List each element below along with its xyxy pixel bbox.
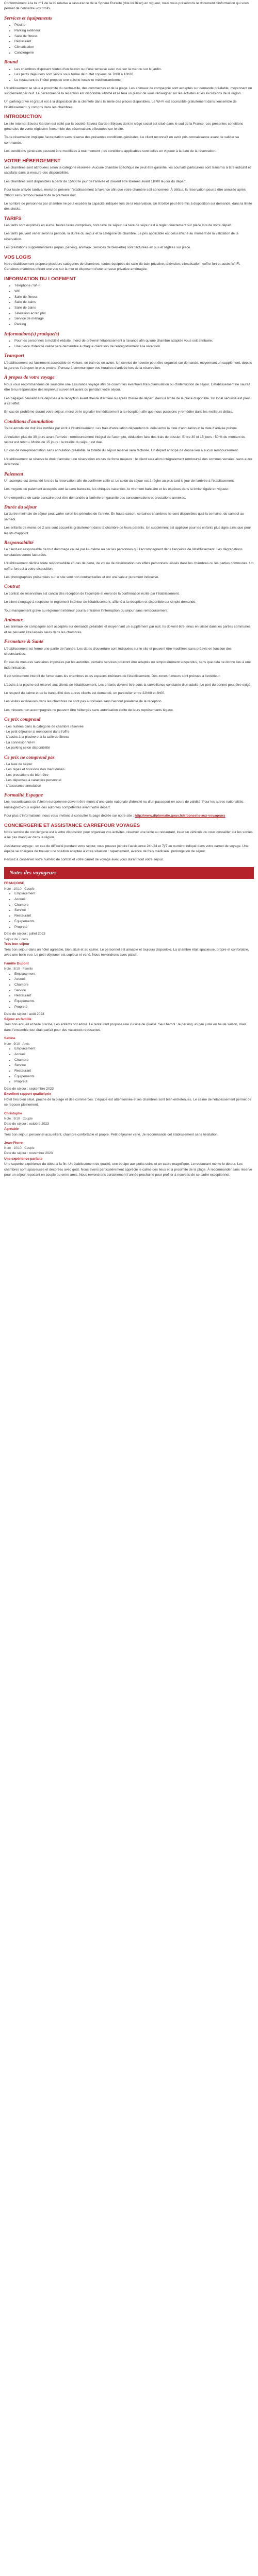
list-item: • Propreté: [14, 925, 254, 930]
list-item: • Équipements: [14, 919, 254, 925]
review-title: Excellent rapport qualité/prix: [4, 1092, 51, 1096]
paragraph: L'établissement se réserve le droit d'annuler une réservation en cas de force majeure ; le client sera alors intégralement remboursé des sommes versées, sans autre indemnité.: [4, 457, 252, 467]
list-item: • Restaurant: [14, 1069, 254, 1074]
list-line: - Le parking selon disponibilité: [4, 746, 50, 750]
round-list: [4, 67, 254, 83]
paragraph: Les enfants de moins de 2 ans sont accueillis gratuitement dans la chambre de leurs parents. Un supplément est appliqué pour les enfants plus âgés ainsi que pour les lits d'appoint.: [4, 526, 251, 535]
paragraph: Assistance voyage : en cas de difficulté pendant votre séjour, vous pouvez joindre l'assistance 24h/24 et 7j/7 au numéro indiqué dans votre carnet de voyage. Une équipe se chargera de trouver une solution adaptée à votre situation : rapatriement, avance de frais médicaux, prolongation de séjour.: [4, 844, 249, 854]
paragraph: Un parking privé et gratuit est à la disposition de la clientèle dans la limite des places disponibles. Le Wi-Fi est accessible gratuitement dans l'ensemble de l'établissement, y compris dans les chambres.: [4, 100, 237, 109]
list-item: • Équipements: [14, 1074, 254, 1080]
paragraph: Tout manquement grave au règlement intérieur pourra entraîner l'interruption du séjour sans remboursement.: [4, 608, 169, 613]
paragraph: Les chambres sont disponibles à partir de 15h00 le jour de l'arrivée et doivent être libérées avant 11h00 le jour du départ.: [4, 179, 187, 183]
paragraph: Le client est responsable de tout dommage causé par lui-même ou par les personnes qui l'accompagnent dans l'enceinte de l'établissement. Les dégradations constatées seront facturées.: [4, 548, 243, 557]
list-item: • Salle de fitness: [14, 295, 254, 300]
list-item: • Accueil: [14, 897, 254, 903]
paragraph: Les conditions générales peuvent être modifiées à tout moment ; les conditions applicables sont celles en vigueur à la date de la réservation.: [4, 149, 216, 154]
accommodation-heading: VOTRE HÉBERGEMENT: [4, 158, 61, 164]
review-criteria: [4, 1046, 254, 1085]
concierge-heading: CONCIERGERIE ET ASSISTANCE CARREFOUR VOYAGES: [4, 822, 140, 828]
list-item: • Accueil: [14, 977, 254, 982]
price-includes-heading: Ce prix comprend: [4, 717, 41, 723]
list-item: • Service: [14, 1063, 254, 1069]
paragraph: Il est strictement interdit de fumer dans les chambres et les espaces intérieurs de l'établissement. Des zones fumeurs sont prévues à l'extérieur.: [4, 674, 221, 679]
list-item: • Télévision écran plat: [14, 311, 254, 317]
review-text: Très bon séjour, personnel accueillant, chambre confortable et propre. Petit-déjeuner varié. Je recommande cet établissement sans hésitation.: [4, 1132, 219, 1137]
list-item: • Service: [14, 988, 254, 994]
review-date: Date de séjour : septembre 2023: [4, 1087, 54, 1091]
list-item: • Salle de bains: [14, 300, 254, 306]
list-item: • Les chambres disposent toutes d'un balcon ou d'une terrasse avec vue sur la mer ou sur le jardin.: [14, 67, 254, 73]
list-line: - L'assurance annulation: [4, 784, 41, 788]
list-item: • Propreté: [14, 1079, 254, 1085]
list-line: - Les prestations de bien-être: [4, 773, 49, 777]
practical-list: [4, 338, 254, 349]
paragraph: L'établissement se situe à proximité du centre-ville, des commerces et de la plage. Les animaux de compagnie sont acceptés sur demande préalable, moyennant un supplément par nuit. Le personnel de la réception est disponible 24h/24 et se fera un plaisir de vous renseigner sur les activités et les excursions de la région.: [4, 86, 252, 95]
list-line: - Les nuitées dans la catégorie de chambre réservée: [4, 724, 84, 728]
paragraph: Les chambres sont attribuées selon la catégorie réservée. Aucune chambre spécifique ne peut être garantie, les souhaits particuliers sont transmis à titre indicatif et satisfaits dans la mesure des disponibilités.: [4, 165, 251, 175]
review: [4, 1111, 254, 1138]
practical-info-heading: Informations(s) pratique(s): [4, 331, 59, 337]
review: [4, 881, 254, 958]
review-title: Très bon séjour: [4, 942, 30, 946]
list-item: • Emplacement: [14, 1046, 254, 1052]
list-line: - L'accès à la piscine et à la salle de fitness: [4, 735, 70, 739]
list-line: - Les dépenses à caractère personnel: [4, 778, 61, 783]
cancellation-heading: Conditions d'annulation: [4, 419, 54, 425]
paragraph: En cas de mesures sanitaires imposées par les autorités, certains services pourront être adaptés ou temporairement suspendus, sans que cela ne donne lieu à une indemnisation.: [4, 660, 251, 670]
review-criteria: [4, 972, 254, 1010]
list-item: • Chambre: [14, 982, 254, 988]
health-heading: Fermeture & Santé: [4, 639, 44, 645]
paragraph: Notre établissement propose plusieurs catégories de chambres, toutes équipées de salle de bain privative, télévision, climatisation, coffre-fort et accès Wi-Fi. Certaines chambres offrent une vue sur la mer et disposent d'une terrasse privative aménagée.: [4, 262, 240, 272]
review-author: FRANÇOISE: [4, 882, 24, 886]
list-item: • Wifi: [14, 289, 254, 295]
services-heading: Services et équipements: [4, 15, 52, 21]
paragraph: L'établissement est fermé une partie de l'année. Les dates d'ouverture sont indiquées sur le site et peuvent être modifiées sans préavis en fonction des circonstances.: [4, 647, 232, 656]
review-title: Agréable: [4, 1127, 19, 1131]
review: [4, 1036, 254, 1108]
paragraph: [4, 762, 254, 789]
list-item: • Chambre: [14, 1058, 254, 1063]
review-title: Séjour en famille: [4, 1017, 31, 1021]
paragraph: [4, 814, 254, 819]
review-text: Très bon accueil et belle piscine. Les enfants ont adoré. Le restaurant propose une cuisine de qualité. Seul bémol : le parking un peu juste en haute saison, mais dans l'ensemble tout était parfait pour des vacances reposantes.: [4, 1023, 247, 1032]
review-meta: Note : 9/10 · Amis: [4, 1042, 30, 1046]
paragraph: L'établissement est facilement accessible en voiture, en train ou en avion. Un service de navette peut être organisé sur demande, moyennant un supplément, depuis la gare ou l'aéroport le plus proche. Pensez à communiquer vos horaires d'arrivée lors de la réservation.: [4, 361, 252, 370]
review-author: Christophe: [4, 1111, 22, 1115]
responsibility-heading: Responsabilité: [4, 540, 34, 546]
review-text: Très bon séjour dans un hôtel agréable, bien situé et au calme. Le personnel est aimable et toujours disponible. La chambre était spacieuse, propre et confortable, avec une belle vue. Le petit-déjeuner est copieux et varié. Nous reviendrons avec plaisir.: [4, 947, 249, 957]
introduction-heading: INTRODUCTION: [4, 114, 42, 120]
review-meta: Note : 10/10 · Couple: [4, 1146, 35, 1150]
reviews-banner: Notes des voyageurs: [4, 867, 254, 879]
list-item: • Conciergerie: [14, 50, 254, 56]
paragraph: Le respect du calme et de la tranquillité des autres clients est demandé, en particulier entre 22h00 et 8h00.: [4, 691, 165, 695]
paragraph: Les tarifs sont exprimés en euros, toutes taxes comprises, hors taxe de séjour. La taxe de séjour est à régler directement sur place lors de votre départ.: [4, 224, 233, 228]
review-text: Hôtel très bien situé, proche de la plage et des commerces. L'équipe est attentionnée et les chambres sont bien entretenues. Le calme de l'établissement permet de se reposer pleinement.: [4, 1097, 252, 1107]
paragraph: Les bagages peuvent être déposés à la réception avant l'heure d'arrivée ou après l'heure de départ, dans la limite de la place disponible. Un local sécurisé est prévu à cet effet.: [4, 396, 252, 405]
formalities-heading: Formalité Espagne: [4, 792, 43, 798]
paragraph: Annulation plus de 30 jours avant l'arrivée : remboursement intégral de l'acompte, déduction faite des frais de dossier. Entre 30 et 15 jours : 50 % du montant du séjour est retenu. Moins de 15 jours : la totalité du séjour est due.: [4, 435, 246, 444]
payment-heading: Paiement: [4, 471, 23, 477]
paragraph: Le contrat de réservation est conclu dès réception de l'acompte et envoi de la confirmation écrite par l'établissement.: [4, 591, 180, 596]
paragraph: Le nombre de personnes par chambre ne peut excéder la capacité indiquée lors de la réservation. Un lit bébé peut être mis à disposition sur demande, dans la limite des stocks.: [4, 201, 252, 211]
list-item: • Téléphone / Wi-Fi: [14, 283, 254, 289]
document: [0, 0, 258, 1184]
paragraph: Les tarifs peuvent varier selon la période, la durée du séjour et la catégorie de chambre. Le prix applicable est celui affiché au moment de la validation de la réservation.: [4, 232, 239, 241]
review-meta: Note : 8/10 · Famille: [4, 967, 33, 971]
formalities-text: Pour plus d'informations, nous vous invitons à consulter la page dédiée sur notre site :: [4, 814, 134, 818]
contract-heading: Contrat: [4, 584, 20, 590]
paragraph: Nous vous recommandons de souscrire une assurance voyage afin de couvrir les éventuels frais d'annulation ou d'interruption de séjour. L'établissement ne saurait être tenu responsable des imprévus survenant avant ou pendant votre séjour.: [4, 382, 250, 392]
list-item: • Emplacement: [14, 891, 254, 897]
list-line: - Le petit-déjeuner si mentionné dans l'offre: [4, 730, 70, 734]
list-item: • Propreté: [14, 1005, 254, 1010]
intro-text: Conformément à la loi n°1 de la loi relative à l'assurance de la Sphère Ruralité (dite loi Bilan) en vigueur, nous vous présentons le document d'information qui vous permet de connaître vos droits.: [4, 2, 249, 11]
stay-heading: Durée du séjour: [4, 505, 37, 511]
transport-heading: Transport: [4, 353, 24, 359]
review-meta: Note : 9/10 · Couple: [4, 1117, 33, 1121]
paragraph: Les animaux de compagnie sont acceptés sur demande préalable et moyennant un supplément par nuit. Ils doivent être tenus en laisse dans les parties communes et ne peuvent être laissés seuls dans les chambres.: [4, 625, 251, 634]
paragraph: Une empreinte de carte bancaire peut être demandée à l'arrivée en garantie des consommations et prestations annexes.: [4, 496, 186, 500]
info-heading: INFORMATION DU LOGEMENT: [4, 276, 76, 282]
list-item: • Service de ménage: [14, 316, 254, 322]
review-author: Jean-Pierre: [4, 1141, 23, 1145]
paragraph: Les moyens de paiement acceptés sont la carte bancaire, les chèques vacances, le virement bancaire et les espèces dans la limite légale en vigueur.: [4, 487, 230, 492]
paragraph: Toute réservation implique l'acceptation sans réserve des présentes conditions générales. Le client reconnaît en avoir pris connaissance avant de valider sa commande.: [4, 135, 239, 145]
paragraph: Le client s'engage à respecter le règlement intérieur de l'établissement, affiché à la réception et disponible sur simple demande.: [4, 600, 197, 604]
list-line: - Les repas et boissons non mentionnés: [4, 768, 64, 772]
list-item: • Parking: [14, 322, 254, 328]
paragraph: Les prestations supplémentaires (repas, parking, animaux, services de bien-être) sont facturées en sus et réglées sur place.: [4, 246, 191, 250]
list-item: • Salle de fitness: [14, 34, 254, 40]
round-heading: Round: [4, 60, 18, 65]
paragraph: Les visites extérieures dans les chambres ne sont pas autorisées sans l'accord préalable de la réception.: [4, 700, 163, 704]
review-author: Sabine: [4, 1037, 15, 1041]
price-excludes-heading: Ce prix ne comprend pas: [4, 755, 55, 760]
list-item: • Pour les personnes à mobilité réduite, merci de prévenir l'établissement à l'avance afin qu'une chambre adaptée vous soit attribuée.: [14, 338, 254, 344]
vos-logis-heading: VOS LOGIS: [4, 254, 31, 260]
review-date: Date de séjour : août 2023: [4, 1012, 44, 1016]
list-item: • Le restaurant de l'hôtel propose une cuisine locale et méditerranéenne.: [14, 78, 254, 83]
review-meta: Note : 10/10 · Couple: [4, 887, 35, 891]
paragraph: Un acompte est demandé lors de la réservation afin de confirmer celle-ci. Le solde du séjour est à régler au plus tard le jour de l'arrivée à l'établissement.: [4, 479, 235, 483]
list-item: • Emplacement: [14, 972, 254, 977]
review-title: Une expérience parfaite: [4, 1157, 43, 1161]
list-item: • Service: [14, 908, 254, 913]
list-line: - La connexion Wi-Fi: [4, 740, 36, 744]
info-list: [4, 283, 254, 327]
animals-heading: Animaux: [4, 618, 23, 623]
review-date: Date de séjour : octobre 2023: [4, 1122, 49, 1126]
paragraph: [4, 724, 254, 751]
list-item: • Piscine: [14, 23, 254, 28]
paragraph: Les ressortissants de l'Union européenne doivent être munis d'une carte nationale d'identité ou d'un passeport en cours de validité. Pour les autres nationalités, renseignez-vous auprès des autorités compétentes avant votre départ.: [4, 800, 245, 809]
review: [4, 961, 254, 1033]
review: [4, 1141, 254, 1178]
trip-heading: À propos de votre voyage: [4, 375, 55, 381]
paragraph: Le site internet Savora Garden est édité par la société Savora Garden Séjours dont le siège social est situé dans le sud de la France. Les présentes conditions générales de vente régissent l'ensemble des réservations effectuées sur le site.: [4, 122, 244, 131]
paragraph: En cas de problème durant votre séjour, merci de le signaler immédiatement à la réception afin que nous puissions y remédier dans les meilleurs délais.: [4, 410, 233, 414]
paragraph: L'établissement décline toute responsabilité en cas de perte, de vol ou de détérioration des effets personnels laissés dans les chambres ou les parties communes. Un coffre-fort est à votre disposition.: [4, 562, 254, 571]
paragraph: Notre service de conciergerie est à votre disposition pour organiser vos activités, réserver une table au restaurant, louer un véhicule ou vous conseiller sur les sorties à ne pas manquer dans la région.: [4, 830, 253, 840]
services-list: [4, 23, 254, 56]
diplomatie-link[interactable]: http://www.diplomatie.gouv.fr/fr/conseils-aux-voyageurs: [135, 814, 225, 818]
list-line: - La taxe de séjour: [4, 762, 33, 766]
paragraph: Les mineurs non accompagnés ne peuvent être hébergés sans autorisation écrite de leurs représentants légaux.: [4, 708, 174, 712]
list-item: • Chambre: [14, 903, 254, 908]
paragraph: L'accès à la piscine est réservé aux clients de l'établissement. Les enfants doivent être sous la surveillance constante d'un adulte. Le port du bonnet peut être exigé.: [4, 683, 252, 687]
list-item: • Restaurant: [14, 39, 254, 45]
review-date: Date de séjour : novembre 2023: [4, 1151, 53, 1156]
paragraph: Les photographies présentées sur le site sont non contractuelles et ont une valeur purement indicative.: [4, 575, 159, 580]
list-item: • Parking extérieur: [14, 28, 254, 34]
review-criteria: [4, 891, 254, 930]
list-item: • Une pièce d'identité valide sera demandée à chaque client lors de l'enregistrement à la réception.: [14, 344, 254, 350]
paragraph: Pensez à conserver votre numéro de contrat et votre carnet de voyage avec vous durant tout votre séjour.: [4, 858, 164, 862]
list-item: • Restaurant: [14, 913, 254, 919]
paragraph: En cas de non-présentation sans annulation préalable, la totalité du séjour réservé sera facturée. Un départ anticipé ne donne lieu à aucun remboursement.: [4, 449, 239, 453]
paragraph: La durée minimale de séjour peut varier selon les périodes de l'année. En haute saison, certaines chambres ne sont disponibles qu'à la semaine, du samedi au samedi.: [4, 512, 244, 521]
paragraph: Toute annulation doit être notifiée par écrit à l'établissement. Les frais d'annulation dépendent du délai entre la date d'annulation et la date d'arrivée prévue.: [4, 427, 238, 431]
list-item: • Salle de bains: [14, 306, 254, 311]
list-item: • Climatisation: [14, 45, 254, 50]
list-item: • Accueil: [14, 1052, 254, 1058]
paragraph: Pour toute arrivée tardive, merci de prévenir l'établissement à l'avance afin que votre chambre soit conservée. À défaut, la réservation pourra être annulée après 20h00 sans remboursement de la première nuit.: [4, 188, 246, 197]
review-text: Une superbe expérience du début à la fin. Un établissement de qualité, une équipe aux petits soins et un cadre magnifique. Le restaurant mérite le détour. Les chambres sont spacieuses et décorées avec goût. Nous avons particulièrement apprécié le calme des lieux et la proximité de la plage. À recommander sans réserve pour un séjour reposant en couple ou entre amis. Nous reviendrons certainement l'année prochaine pour profiter à nouveau de ce cadre exceptionnel.: [4, 1162, 252, 1177]
tarifs-heading: TARIFS: [4, 215, 22, 222]
list-item: • Les petits déjeuners sont servis sous forme de buffet copieux de 7h00 à 10h30.: [14, 72, 254, 78]
review-date: Date de séjour : juillet 2023: [4, 932, 45, 936]
list-item: • Restaurant: [14, 993, 254, 999]
review-author: Famille Dupont: [4, 961, 29, 965]
list-item: • Équipements: [14, 999, 254, 1005]
review-stay: Séjour de 7 nuits: [4, 937, 28, 941]
